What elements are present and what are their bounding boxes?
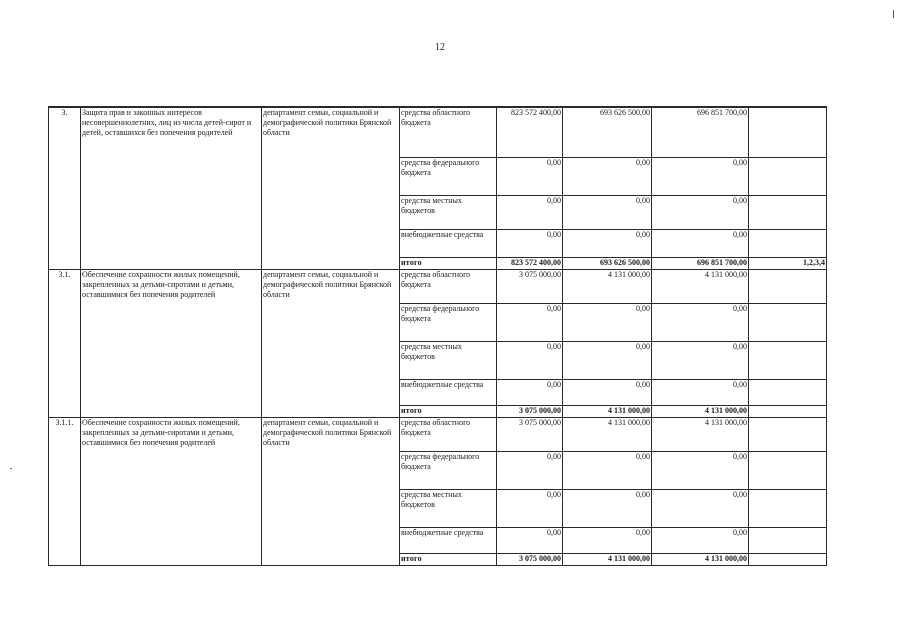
- indicator-cell: [749, 157, 827, 195]
- amount-year-1: 0,00: [497, 157, 563, 195]
- indicator-codes: [749, 553, 827, 565]
- funding-source: внебюджетные средства: [400, 379, 497, 405]
- amount-year-2: 0,00: [563, 157, 652, 195]
- executor-name: департамент семьи, социальной и демографической политики Брянской области: [262, 107, 400, 269]
- funding-source: средства областного бюджета: [400, 417, 497, 451]
- amount-year-2: 0,00: [563, 229, 652, 257]
- amount-year-1: 0,00: [497, 195, 563, 229]
- amount-year-1: 0,00: [497, 379, 563, 405]
- total-label: итого: [400, 257, 497, 269]
- amount-year-3: 4 131 000,00: [652, 417, 749, 451]
- funding-row: [49, 107, 827, 157]
- amount-year-2: 693 626 500,00: [563, 107, 652, 157]
- amount-year-1: 0,00: [497, 451, 563, 489]
- amount-year-1: 0,00: [497, 229, 563, 257]
- amount-year-3: 696 851 700,00: [652, 257, 749, 269]
- indicator-cell: [749, 229, 827, 257]
- amount-year-2: 0,00: [563, 451, 652, 489]
- amount-year-2: 4 131 000,00: [563, 405, 652, 417]
- amount-year-3: 0,00: [652, 527, 749, 553]
- amount-year-1: 0,00: [497, 489, 563, 527]
- amount-year-3: 4 131 000,00: [652, 405, 749, 417]
- executor-name: департамент семьи, социальной и демографической политики Брянской области: [262, 269, 400, 417]
- indicator-cell: [749, 269, 827, 303]
- amount-year-3: 0,00: [652, 157, 749, 195]
- executor-name: департамент семьи, социальной и демографической политики Брянской области: [262, 417, 400, 565]
- amount-year-1: 3 075 000,00: [497, 269, 563, 303]
- indicator-cell: [749, 379, 827, 405]
- item-name: Обеспечение сохранности жилых помещений, закрепленных за детьми-сиротами и детьми, оставшимися без попечения родителей: [81, 417, 262, 565]
- amount-year-1: 3 075 000,00: [497, 553, 563, 565]
- funding-source: средства местных бюджетов: [400, 341, 497, 379]
- indicator-cell: [749, 195, 827, 229]
- amount-year-3: 0,00: [652, 489, 749, 527]
- amount-year-1: 3 075 000,00: [497, 417, 563, 451]
- item-number: 3.1.1.: [49, 417, 81, 565]
- funding-row: [49, 269, 827, 303]
- scan-edge-mark: [893, 10, 894, 18]
- amount-year-3: 696 851 700,00: [652, 107, 749, 157]
- amount-year-2: 0,00: [563, 489, 652, 527]
- amount-year-3: 0,00: [652, 341, 749, 379]
- amount-year-3: 4 131 000,00: [652, 269, 749, 303]
- amount-year-2: 0,00: [563, 341, 652, 379]
- amount-year-1: 3 075 000,00: [497, 405, 563, 417]
- funding-source: средства федерального бюджета: [400, 303, 497, 341]
- amount-year-3: 0,00: [652, 379, 749, 405]
- funding-source: средства местных бюджетов: [400, 195, 497, 229]
- amount-year-3: 0,00: [652, 229, 749, 257]
- item-number: 3.: [49, 107, 81, 269]
- amount-year-2: 0,00: [563, 303, 652, 341]
- amount-year-2: 693 626 500,00: [563, 257, 652, 269]
- funding-row: [49, 417, 827, 451]
- indicator-cell: [749, 489, 827, 527]
- funding-source: средства областного бюджета: [400, 107, 497, 157]
- indicator-cell: [749, 527, 827, 553]
- amount-year-1: 823 572 400,00: [497, 107, 563, 157]
- amount-year-1: 0,00: [497, 303, 563, 341]
- total-label: итого: [400, 405, 497, 417]
- item-number: 3.1.: [49, 269, 81, 417]
- indicator-cell: [749, 303, 827, 341]
- amount-year-3: 0,00: [652, 451, 749, 489]
- funding-source: средства федерального бюджета: [400, 157, 497, 195]
- funding-source: средства местных бюджетов: [400, 489, 497, 527]
- amount-year-2: 0,00: [563, 195, 652, 229]
- amount-year-1: 0,00: [497, 527, 563, 553]
- indicator-cell: [749, 417, 827, 451]
- indicator-cell: [749, 341, 827, 379]
- indicator-cell: [749, 451, 827, 489]
- amount-year-3: 4 131 000,00: [652, 553, 749, 565]
- indicator-codes: 1,2,3,4: [749, 257, 827, 269]
- amount-year-2: 4 131 000,00: [563, 269, 652, 303]
- funding-source: средства федерального бюджета: [400, 451, 497, 489]
- budget-table: [48, 106, 827, 566]
- funding-source: средства областного бюджета: [400, 269, 497, 303]
- scan-speck: [10, 468, 12, 469]
- amount-year-3: 0,00: [652, 195, 749, 229]
- amount-year-1: 0,00: [497, 341, 563, 379]
- indicator-cell: [749, 107, 827, 157]
- page-number: 12: [435, 42, 445, 53]
- amount-year-3: 0,00: [652, 303, 749, 341]
- amount-year-2: 0,00: [563, 379, 652, 405]
- indicator-codes: [749, 405, 827, 417]
- funding-source: внебюджетные средства: [400, 527, 497, 553]
- amount-year-2: 0,00: [563, 527, 652, 553]
- funding-source: внебюджетные средства: [400, 229, 497, 257]
- amount-year-1: 823 572 400,00: [497, 257, 563, 269]
- item-name: Обеспечение сохранности жилых помещений, закрепленных за детьми-сиротами и детьми, оставшимися без попечения родителей: [81, 269, 262, 417]
- item-name: Защита прав и законных интересов несовершеннолетних, лиц из числа детей-сирот и детей, оставшихся без попечения родителей: [81, 107, 262, 269]
- amount-year-2: 4 131 000,00: [563, 417, 652, 451]
- amount-year-2: 4 131 000,00: [563, 553, 652, 565]
- total-label: итого: [400, 553, 497, 565]
